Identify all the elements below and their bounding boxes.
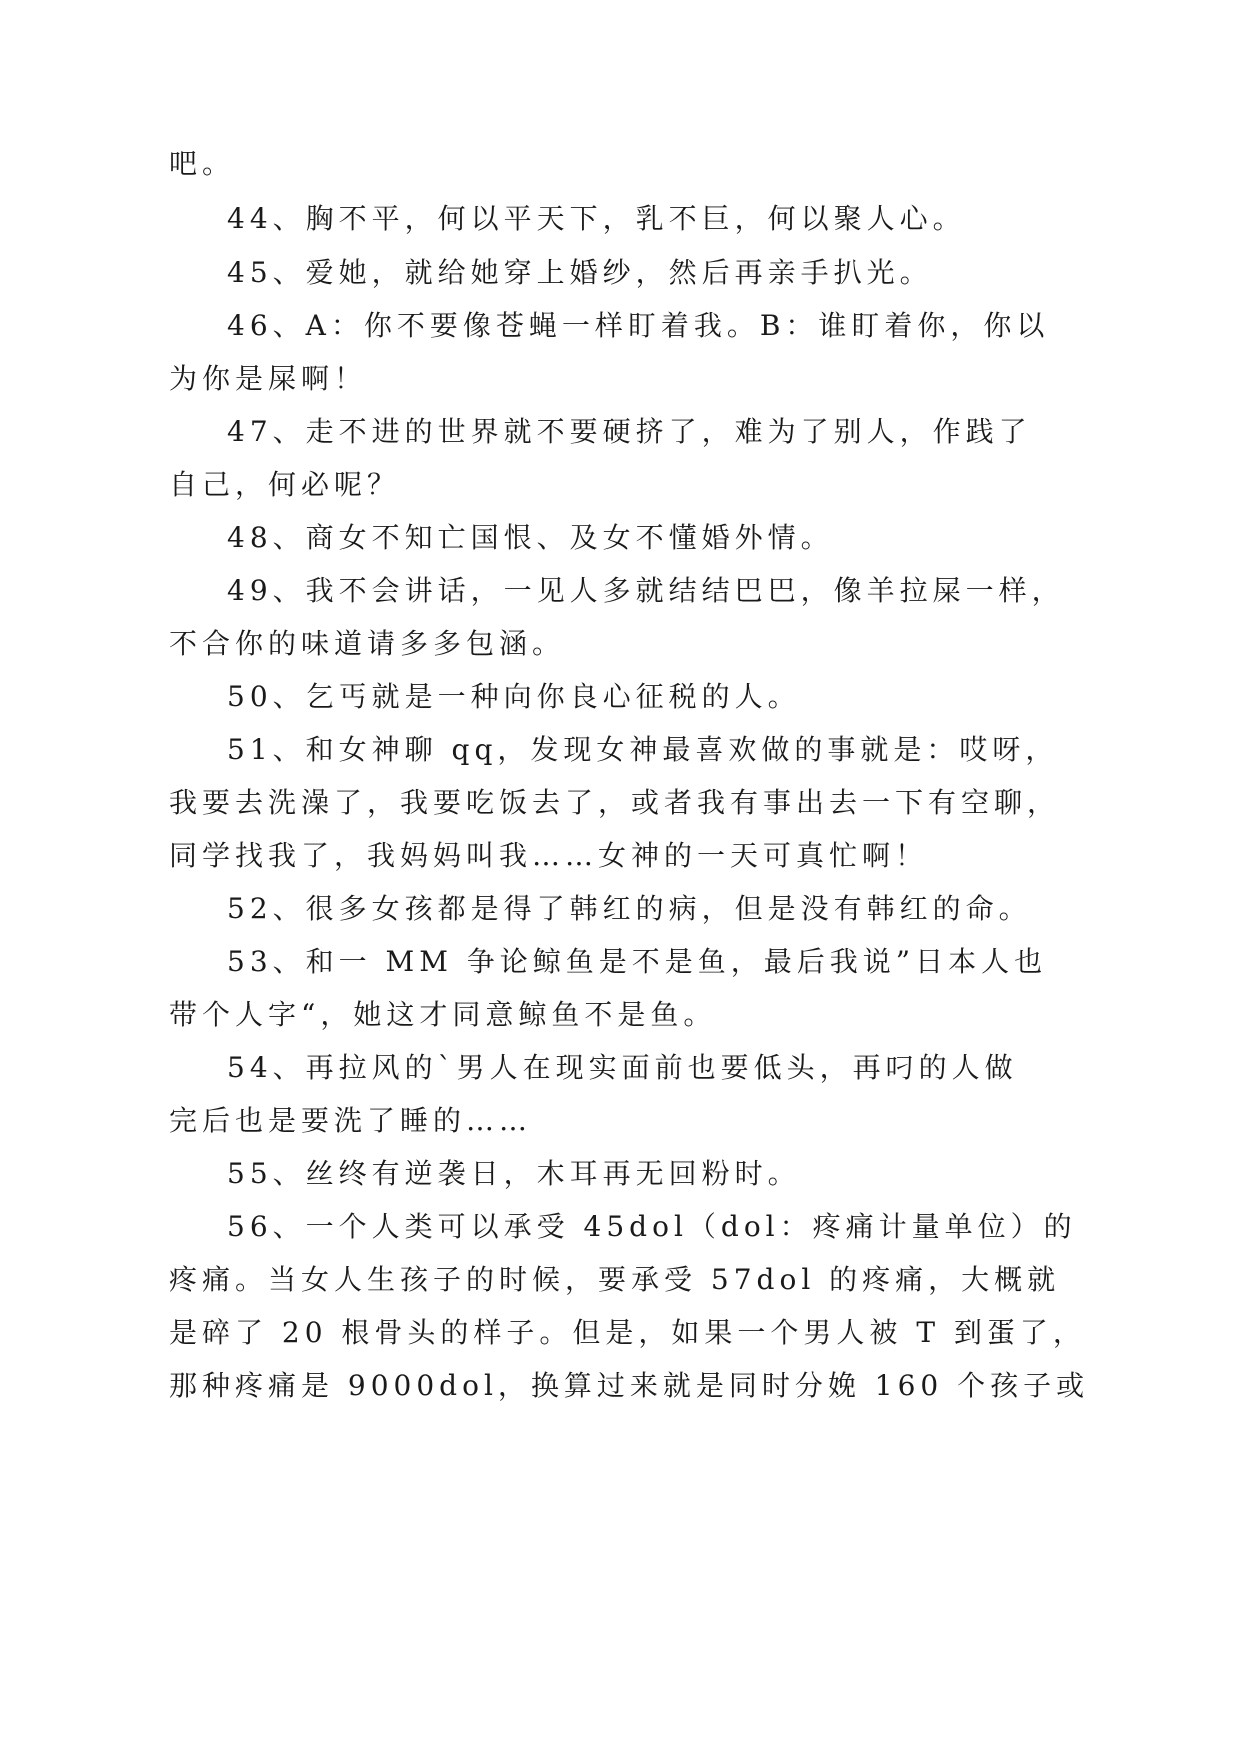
text-line-2: 44、胸不平，何以平天下，乳不巨，何以聚人心。 <box>227 202 966 235</box>
text-line-1: 吧。 <box>169 147 236 180</box>
text-line-4: 46、A：你不要像苍蝇一样盯着我。B：谁盯着你，你以 <box>227 309 1050 342</box>
text-line-22: 疼痛。当女人生孩子的时候，要承受 57dol 的疼痛，大概就 <box>169 1263 1061 1296</box>
text-line-23: 是碎了 20 根骨头的样子。但是，如果一个男人被 T 到蛋了， <box>169 1316 1086 1349</box>
text-line-14: 同学找我了，我妈妈叫我……女神的一天可真忙啊！ <box>169 839 929 872</box>
text-line-24: 那种疼痛是 9000dol，换算过来就是同时分娩 160 个孩子或 <box>169 1369 1090 1402</box>
text-line-15: 52、很多女孩都是得了韩红的病，但是没有韩红的命。 <box>227 892 1032 925</box>
text-line-16: 53、和一 MM 争论鲸鱼是不是鱼，最后我说”日本人也 <box>227 945 1048 978</box>
text-line-6: 47、走不进的世界就不要硬挤了，难为了别人，作践了 <box>227 415 1032 448</box>
text-line-8: 48、商女不知亡国恨、及女不懂婚外情。 <box>227 521 834 554</box>
text-line-9: 49、我不会讲话，一见人多就结结巴巴，像羊拉屎一样， <box>227 574 1065 607</box>
text-line-19: 完后也是要洗了睡的…… <box>169 1104 533 1137</box>
text-line-13: 我要去洗澡了，我要吃饭去了，或者我有事出去一下有空聊， <box>169 786 1061 819</box>
text-line-17: 带个人字“，她这才同意鲸鱼不是鱼。 <box>169 998 717 1031</box>
text-line-12: 51、和女神聊 qq，发现女神最喜欢做的事就是：哎呀， <box>227 733 1059 766</box>
text-line-11: 50、乞丐就是一种向你良心征税的人。 <box>227 680 801 713</box>
text-line-3: 45、爱她，就给她穿上婚纱，然后再亲手扒光。 <box>227 256 933 289</box>
text-line-10: 不合你的味道请多多包涵。 <box>169 627 566 660</box>
text-line-7: 自己，何必呢？ <box>169 468 401 501</box>
text-line-18: 54、再拉风的`男人在现实面前也要低头，再叼的人做 <box>227 1051 1018 1084</box>
text-line-5: 为你是屎啊！ <box>169 362 368 395</box>
text-line-20: 55、丝终有逆袭日，木耳再无回粉时。 <box>227 1157 801 1190</box>
text-line-21: 56、一个人类可以承受 45dol（dol：疼痛计量单位）的 <box>227 1210 1077 1243</box>
